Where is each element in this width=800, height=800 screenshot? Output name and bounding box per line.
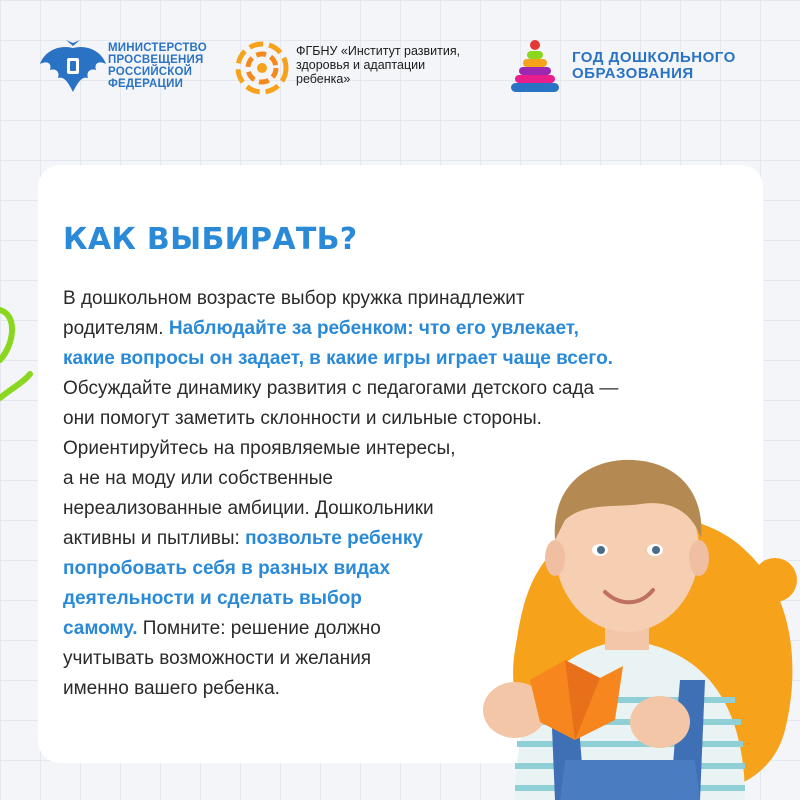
body-line: [63, 374, 753, 404]
highlighted-text: позвольте ребенку: [245, 528, 423, 549]
green-swirl-decoration: [0, 290, 40, 420]
header: [0, 0, 800, 130]
body-line: [63, 464, 753, 494]
highlighted-text: самому.: [63, 618, 138, 639]
section-title: КАК ВЫБИРАТЬ?: [63, 222, 358, 257]
institute-line: ребенка»: [296, 72, 351, 86]
body-line: [63, 524, 753, 554]
ministry-line: ФЕДЕРАЦИИ: [108, 78, 184, 90]
body-line: [63, 584, 753, 614]
body-line: [63, 674, 753, 704]
year-of-preschool-title: [572, 50, 736, 82]
year-line: ГОД ДОШКОЛЬНОГО: [572, 49, 736, 66]
body-line: [63, 554, 753, 584]
body-line: [63, 344, 753, 374]
highlighted-text: какие вопросы он задает, в какие игры играет чаще всего.: [63, 348, 613, 369]
text-segment: Обсуждайте динамику развития с педагогами детского сада —: [63, 378, 619, 399]
text-segment: учитывать возможности и желания: [63, 648, 372, 669]
highlighted-text: деятельности и сделать выбор: [63, 588, 362, 609]
text-segment: именно вашего ребенка.: [63, 678, 280, 699]
ministry-name: [108, 42, 207, 90]
body-line: [63, 494, 753, 524]
highlighted-text: попробовать себя в разных видах: [63, 558, 391, 579]
text-segment: нереализованные амбиции. Дошкольники: [63, 498, 434, 519]
text-segment: активны и пытливы:: [63, 528, 246, 549]
text-segment: родителям.: [63, 318, 169, 339]
body-text: [63, 284, 753, 704]
institute-line: ФГБНУ «Институт развития,: [296, 44, 461, 58]
body-line: [63, 644, 753, 674]
body-line: [63, 314, 753, 344]
body-line: [63, 434, 753, 464]
text-segment: В дошкольном возрасте выбор кружка принадлежит: [63, 288, 525, 309]
year-line: ОБРАЗОВАНИЯ: [572, 65, 694, 82]
ministry-line: РОССИЙСКОЙ: [108, 66, 193, 78]
text-segment: Помните: решение должно: [137, 618, 381, 639]
ministry-line: МИНИСТЕРСТВО: [108, 42, 207, 54]
institute-name: [296, 44, 496, 86]
institute-flower-icon: [232, 38, 292, 98]
ministry-line: ПРОСВЕЩЕНИЯ: [108, 54, 204, 66]
body-line: [63, 404, 753, 434]
highlighted-text: Наблюдайте за ребенком: что его увлекает,: [168, 318, 579, 339]
text-segment: Ориентируйтесь на проявляемые интересы,: [63, 438, 456, 459]
text-segment: они помогут заметить склонности и сильные стороны.: [63, 408, 542, 429]
ministry-emblem-icon: [38, 38, 108, 98]
body-line: [63, 284, 753, 314]
pyramid-toy-icon: [505, 38, 565, 98]
text-segment: а не на моду или собственные: [63, 468, 333, 489]
institute-line: здоровья и адаптации: [296, 58, 426, 72]
body-line: [63, 614, 753, 644]
